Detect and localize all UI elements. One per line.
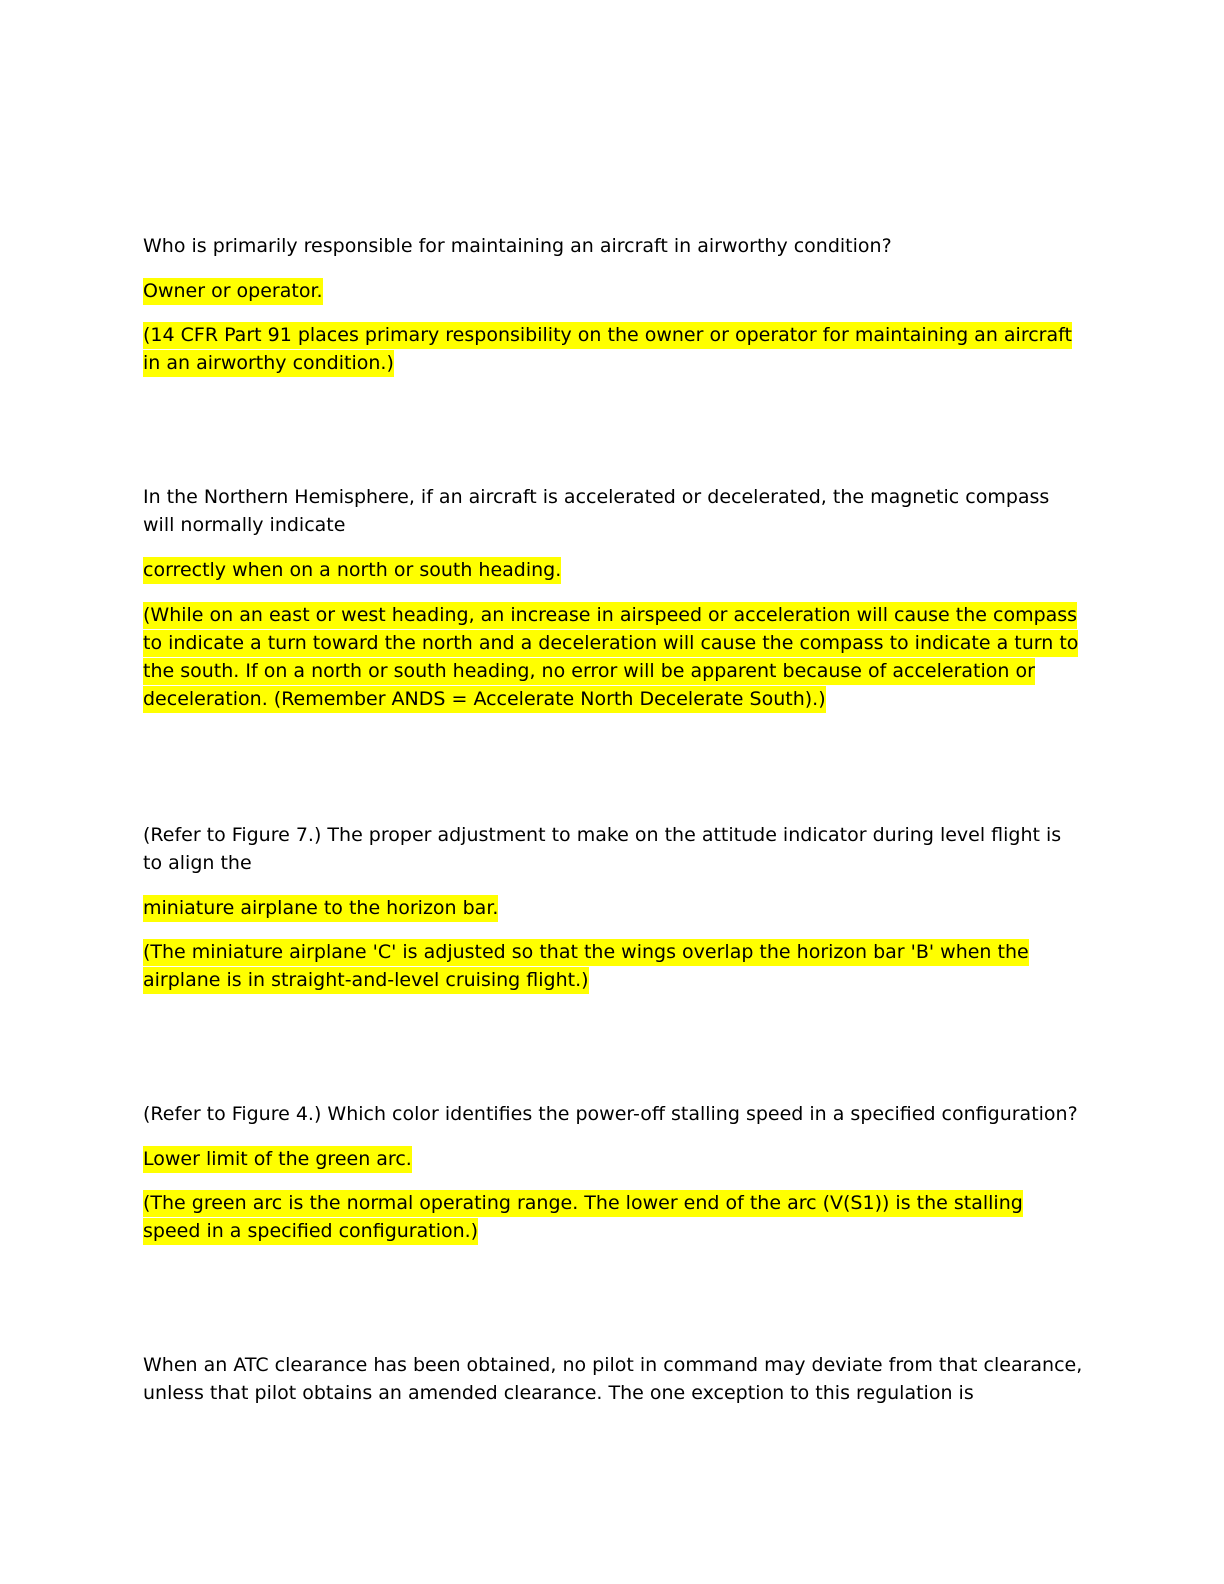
question-4 bbox=[143, 1100, 1083, 1128]
answer-1-text: Owner or operator. bbox=[143, 278, 323, 305]
question-2-text: In the Northern Hemisphere, if an aircraft is accelerated or decelerated, the magnetic compass will normally indicate bbox=[143, 486, 1050, 536]
answer-4 bbox=[143, 1145, 1083, 1173]
answer-2-text: correctly when on a north or south heading. bbox=[143, 557, 561, 584]
question-1 bbox=[143, 232, 1083, 260]
question-5 bbox=[143, 1351, 1083, 1407]
answer-3 bbox=[143, 894, 1083, 922]
explanation-1 bbox=[143, 321, 1083, 377]
answer-4-text: Lower limit of the green arc. bbox=[143, 1146, 412, 1173]
answer-1 bbox=[143, 277, 1083, 305]
explanation-4-text: (The green arc is the normal operating range. The lower end of the arc (V(S1)) is the stalling speed in a specified configuration.) bbox=[143, 1190, 1023, 1245]
explanation-3-text: (The miniature airplane 'C' is adjusted so that the wings overlap the horizon bar 'B' when the airplane is in straight-and-level cruising flight.) bbox=[143, 939, 1029, 994]
explanation-1-text: (14 CFR Part 91 places primary responsibility on the owner or operator for maintaining an aircraft in an airworthy condition.) bbox=[143, 322, 1072, 377]
explanation-4 bbox=[143, 1189, 1083, 1245]
question-1-text: Who is primarily responsible for maintaining an aircraft in airworthy condition? bbox=[143, 235, 892, 257]
question-4-text: (Refer to Figure 4.) Which color identifies the power-off stalling speed in a specified configuration? bbox=[143, 1103, 1078, 1125]
question-5-text: When an ATC clearance has been obtained, no pilot in command may deviate from that clearance, unless that pilot obtains an amended clearance. The one exception to this regulation is bbox=[143, 1354, 1083, 1404]
explanation-3 bbox=[143, 938, 1083, 994]
explanation-2-text: (While on an east or west heading, an increase in airspeed or acceleration will cause the compass to indicate a turn toward the north and a deceleration will cause the compass to indicate a turn to the south. If on a north or south heading, no error will be apparent because of acceleration or deceleration. (Remember ANDS = Accelerate North Decelerate South).) bbox=[143, 602, 1078, 713]
question-3 bbox=[143, 821, 1083, 877]
answer-2 bbox=[143, 556, 1083, 584]
explanation-2 bbox=[143, 601, 1083, 713]
answer-3-text: miniature airplane to the horizon bar. bbox=[143, 895, 498, 922]
question-3-text: (Refer to Figure 7.) The proper adjustment to make on the attitude indicator during level flight is to align the bbox=[143, 824, 1062, 874]
question-2 bbox=[143, 483, 1083, 539]
